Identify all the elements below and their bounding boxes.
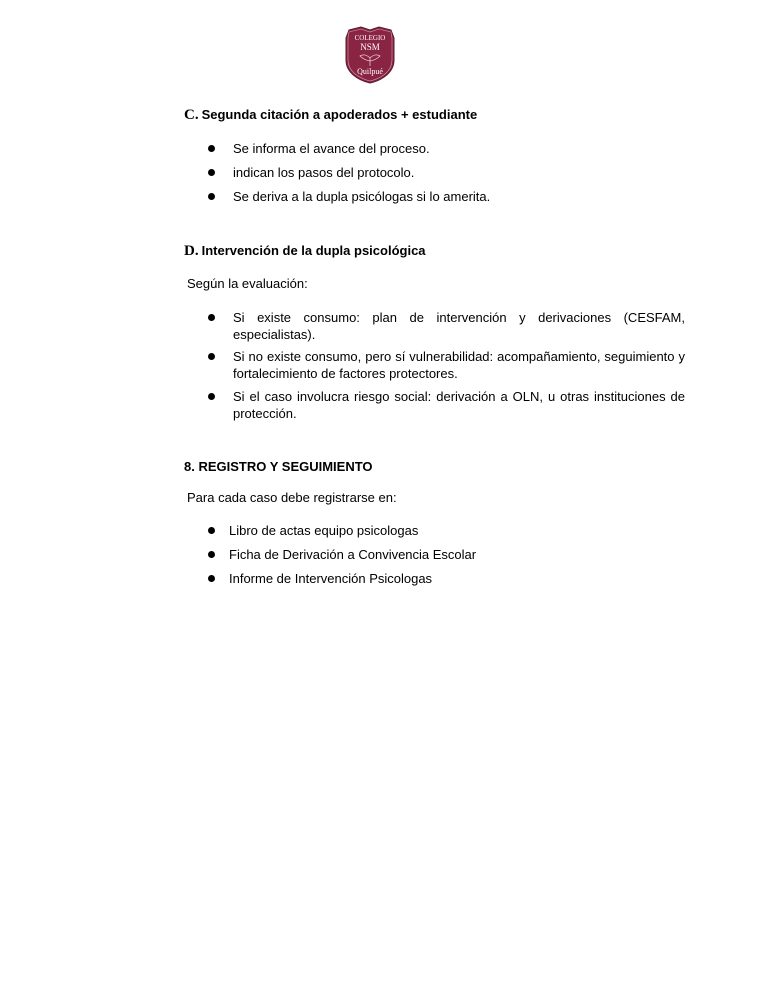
school-logo — [343, 26, 397, 84]
section-c-title: Segunda citación a apoderados + estudiante — [201, 107, 478, 122]
section-c-letter: C. — [184, 107, 199, 123]
list-item-text: indican los pasos del protocolo. — [233, 165, 415, 180]
section-d-intro: Según la evaluación: — [187, 276, 308, 291]
section-d-title: Intervención de la dupla psicológica — [201, 243, 426, 258]
bullet-icon — [208, 169, 215, 176]
section-8-intro: Para cada caso debe registrarse en: — [187, 490, 397, 505]
list-item — [0, 546, 685, 570]
list-item — [0, 348, 685, 388]
list-item-text: Se deriva a la dupla psicólogas si lo amerita. — [233, 189, 491, 204]
bullet-icon — [208, 353, 215, 360]
bullet-icon — [208, 527, 215, 534]
section-8-heading: 8. REGISTRO Y SEGUIMIENTO — [184, 459, 373, 474]
list-item — [0, 188, 685, 212]
section-c-list — [0, 140, 685, 212]
logo-text-colegio: COLEGIO — [354, 34, 386, 42]
bullet-icon — [208, 145, 215, 152]
list-item-text: Si no existe consumo, pero sí vulnerabilidad: acompañamiento, seguimiento y fortalecimiento de factores protectores. — [233, 349, 685, 381]
list-item — [0, 309, 685, 348]
section-d-heading — [184, 243, 426, 260]
list-item — [0, 164, 685, 188]
bullet-icon — [208, 314, 215, 321]
logo-text-quilpue: Quilpué — [357, 67, 383, 76]
bullet-icon — [208, 393, 215, 400]
section-d-letter: D. — [184, 243, 199, 259]
list-item — [0, 140, 685, 164]
list-item-text: Ficha de Derivación a Convivencia Escolar — [229, 547, 477, 562]
list-item-text: Si el caso involucra riesgo social: derivación a OLN, u otras instituciones de protección. — [233, 389, 685, 421]
section-8-list — [0, 522, 685, 594]
list-item-text: Informe de Intervención Psicologas — [229, 571, 433, 586]
bullet-icon — [208, 575, 215, 582]
section-c-heading — [184, 107, 477, 124]
list-item-text: Si existe consumo: plan de intervención y derivaciones (CESFAM, especialistas). — [233, 310, 685, 342]
list-item — [0, 570, 685, 594]
list-item-text: Libro de actas equipo psicologas — [229, 523, 419, 538]
list-item-text: Se informa el avance del proceso. — [233, 141, 430, 156]
bullet-icon — [208, 193, 215, 200]
school-crest-icon — [343, 26, 397, 84]
list-item — [0, 388, 685, 428]
logo-text-nsm: NSM — [360, 42, 380, 52]
list-item — [0, 522, 685, 546]
bullet-icon — [208, 551, 215, 558]
section-d-list — [0, 309, 685, 428]
